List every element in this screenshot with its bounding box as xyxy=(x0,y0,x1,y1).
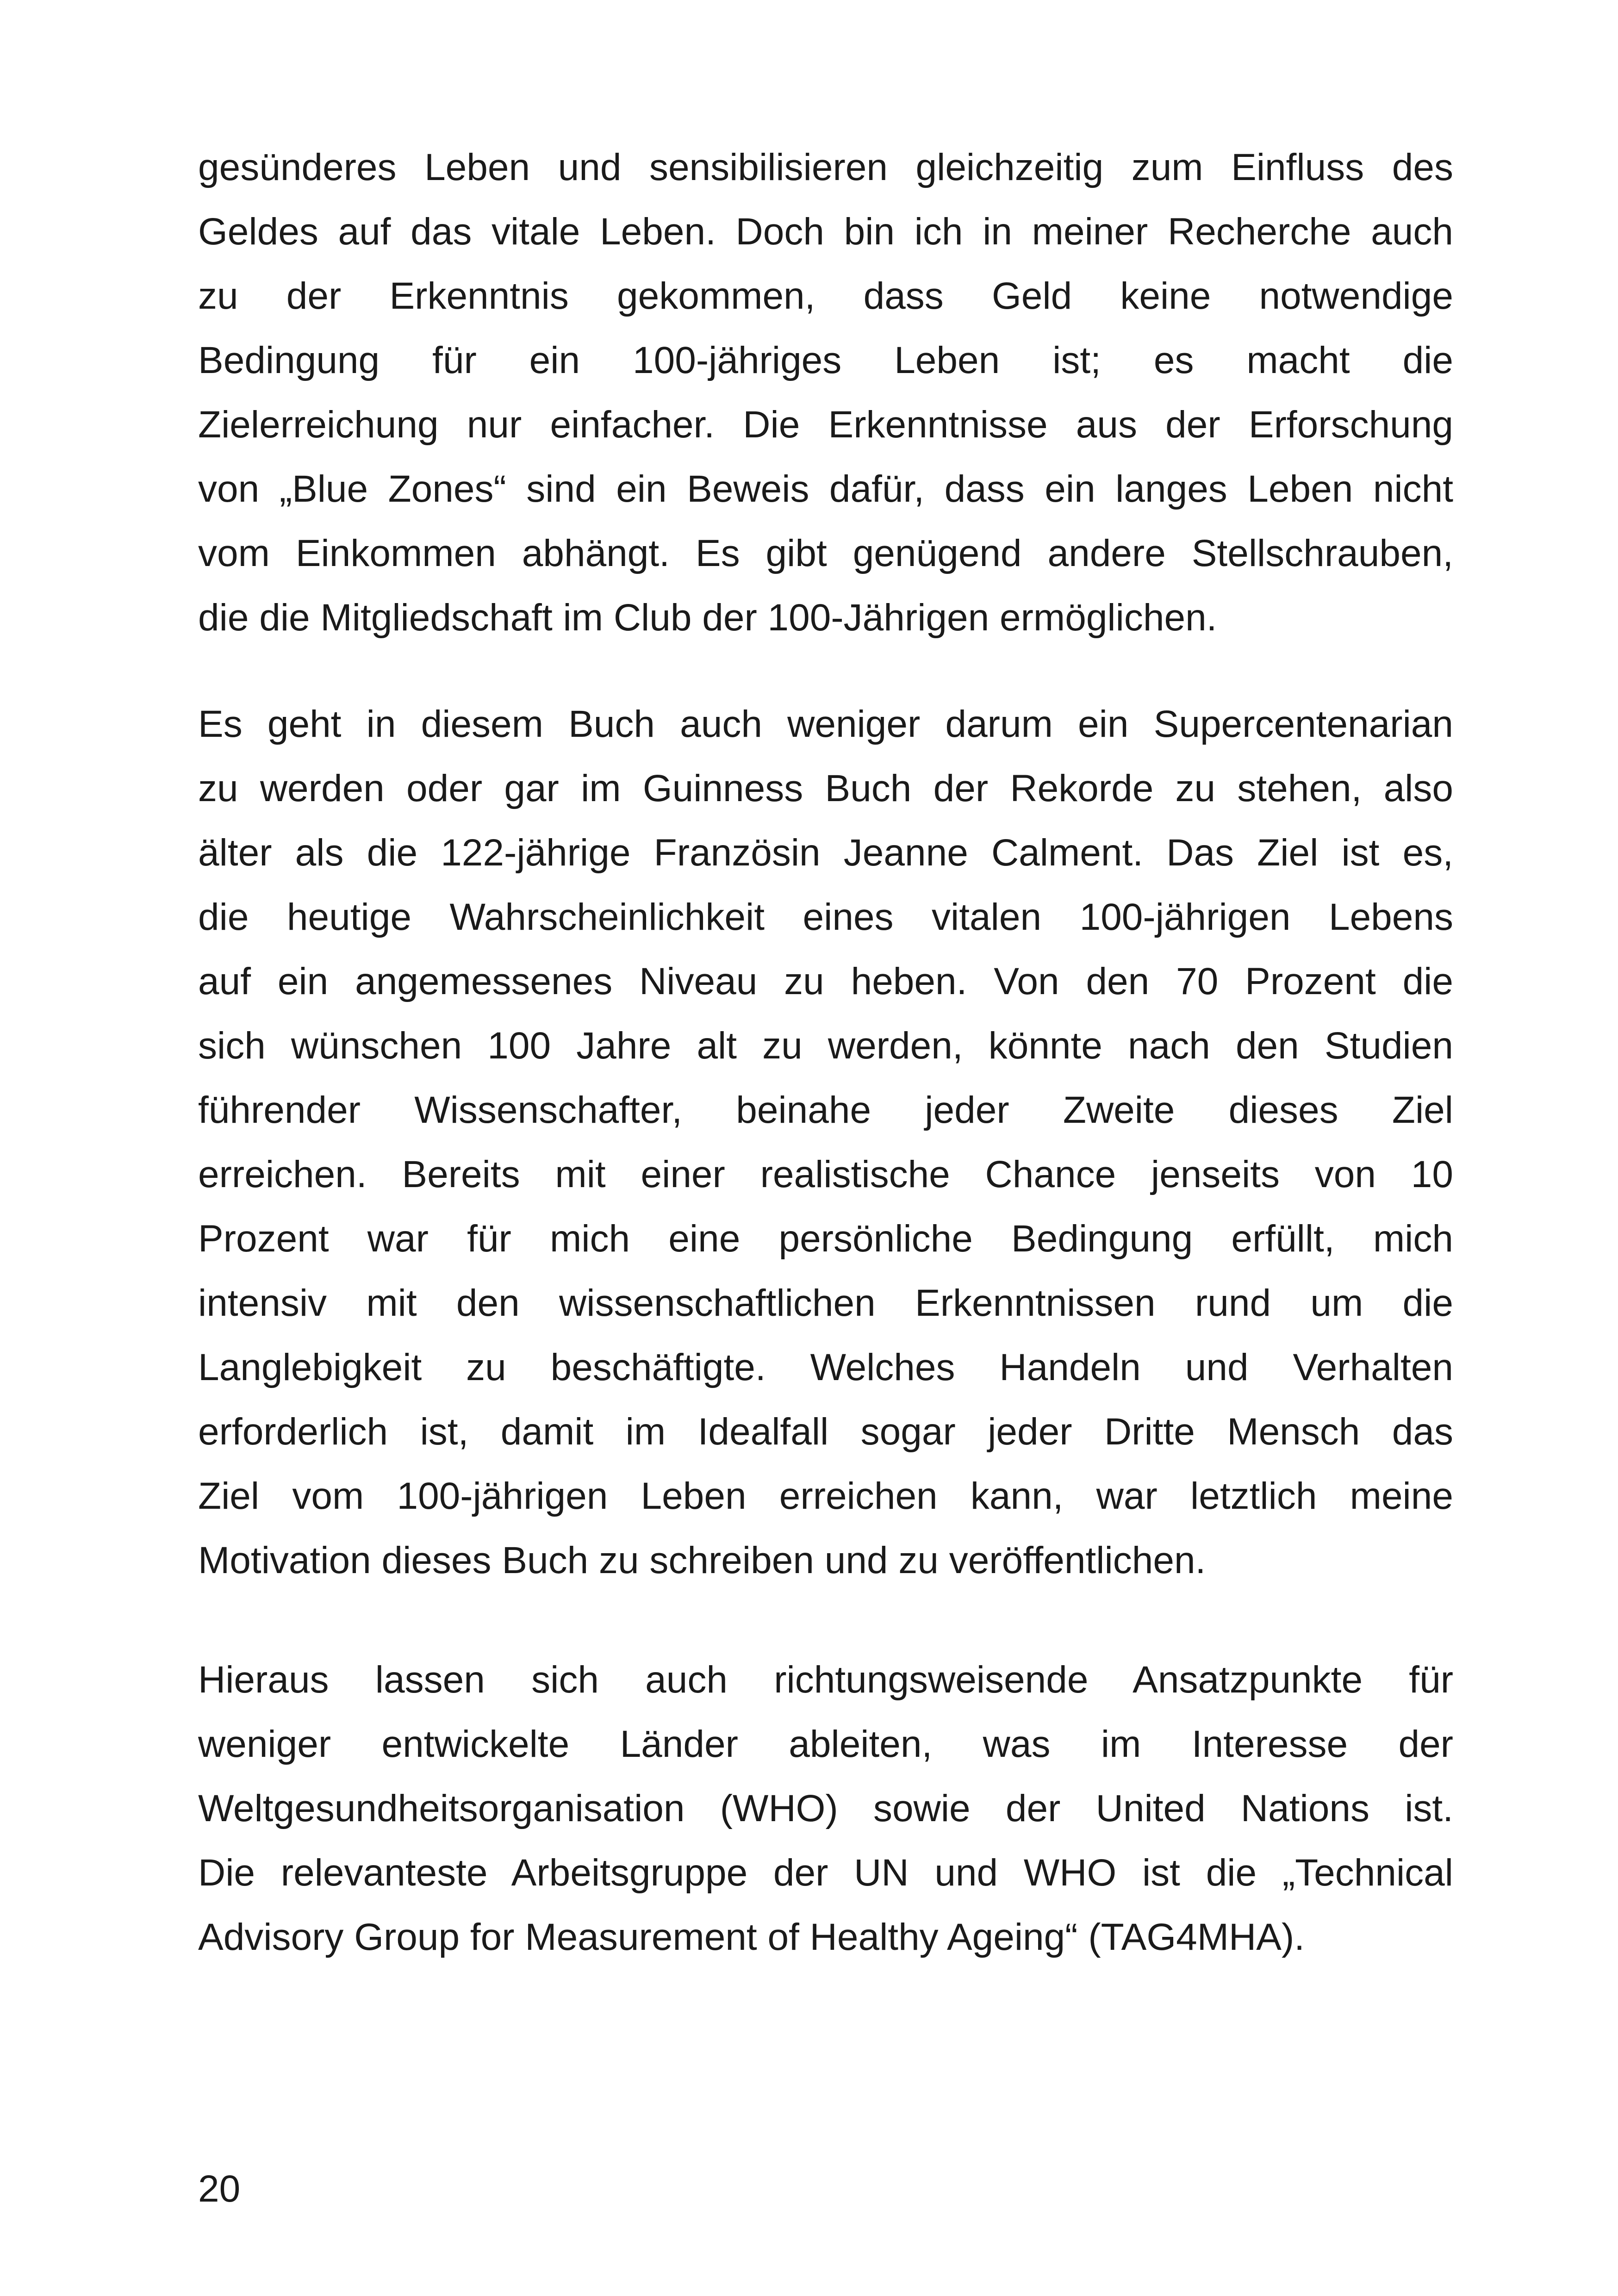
text-line: Hieraus lassen sich auch richtungsweisende Ansatzpunkte für xyxy=(198,1659,1453,1701)
paragraph-2 xyxy=(198,692,1453,1593)
text-line: erforderlich ist, damit im Idealfall sogar jeder Dritte Mensch das xyxy=(198,1411,1453,1453)
text-line: die heutige Wahrscheinlichkeit eines vitalen 100-jährigen Lebens xyxy=(198,896,1453,938)
text-line: älter als die 122-jährige Französin Jeanne Calment. Das Ziel ist es, xyxy=(198,832,1453,874)
text-line: führender Wissenschafter, beinahe jeder Zweite dieses Ziel xyxy=(198,1089,1453,1131)
text-line: Bedingung für ein 100-jähriges Leben ist; es macht die xyxy=(198,339,1453,381)
text-line: zu werden oder gar im Guinness Buch der Rekorde zu stehen, also xyxy=(198,767,1453,809)
text-line: Motivation dieses Buch zu schreiben und zu veröffentlichen. xyxy=(198,1539,1206,1581)
text-line: weniger entwickelte Länder ableiten, was im Interesse der xyxy=(198,1723,1453,1765)
text-line: Weltgesundheitsorganisation (WHO) sowie der United Nations ist. xyxy=(198,1787,1453,1829)
text-line: gesünderes Leben und sensibilisieren gleichzeitig zum Einfluss des xyxy=(198,146,1453,188)
text-line: Zielerreichung nur einfacher. Die Erkenntnisse aus der Erforschung xyxy=(198,404,1453,446)
text-line: von „Blue Zones“ sind ein Beweis dafür, dass ein langes Leben nicht xyxy=(198,468,1453,510)
page-number: 20 xyxy=(198,2168,241,2210)
text-line: sich wünschen 100 Jahre alt zu werden, könnte nach den Studien xyxy=(198,1025,1453,1067)
paragraph-1 xyxy=(198,135,1453,650)
text-line: Geldes auf das vitale Leben. Doch bin ich in meiner Recherche auch xyxy=(198,211,1453,253)
text-line: vom Einkommen abhängt. Es gibt genügend andere Stellschrauben, xyxy=(198,532,1453,574)
text-line: erreichen. Bereits mit einer realistische Chance jenseits von 10 xyxy=(198,1153,1453,1195)
text-line: zu der Erkenntnis gekommen, dass Geld keine notwendige xyxy=(198,275,1453,317)
text-line: Advisory Group for Measurement of Healthy Ageing“ (TAG4MHA). xyxy=(198,1916,1305,1958)
text-line: Langlebigkeit zu beschäftigte. Welches Handeln und Verhalten xyxy=(198,1346,1453,1388)
text-line: Ziel vom 100-jährigen Leben erreichen kann, war letztlich meine xyxy=(198,1475,1453,1517)
text-line: Prozent war für mich eine persönliche Bedingung erfüllt, mich xyxy=(198,1218,1453,1260)
text-line: die die Mitgliedschaft im Club der 100-Jährigen ermöglichen. xyxy=(198,597,1217,639)
text-line: Es geht in diesem Buch auch weniger darum ein Supercentenarian xyxy=(198,703,1453,745)
paragraph-3 xyxy=(198,1648,1453,1969)
text-line: Die relevanteste Arbeitsgruppe der UN und WHO ist die „Technical xyxy=(198,1852,1453,1894)
text-line: intensiv mit den wissenschaftlichen Erkenntnissen rund um die xyxy=(198,1282,1453,1324)
text-line: auf ein angemessenes Niveau zu heben. Von den 70 Prozent die xyxy=(198,960,1453,1002)
